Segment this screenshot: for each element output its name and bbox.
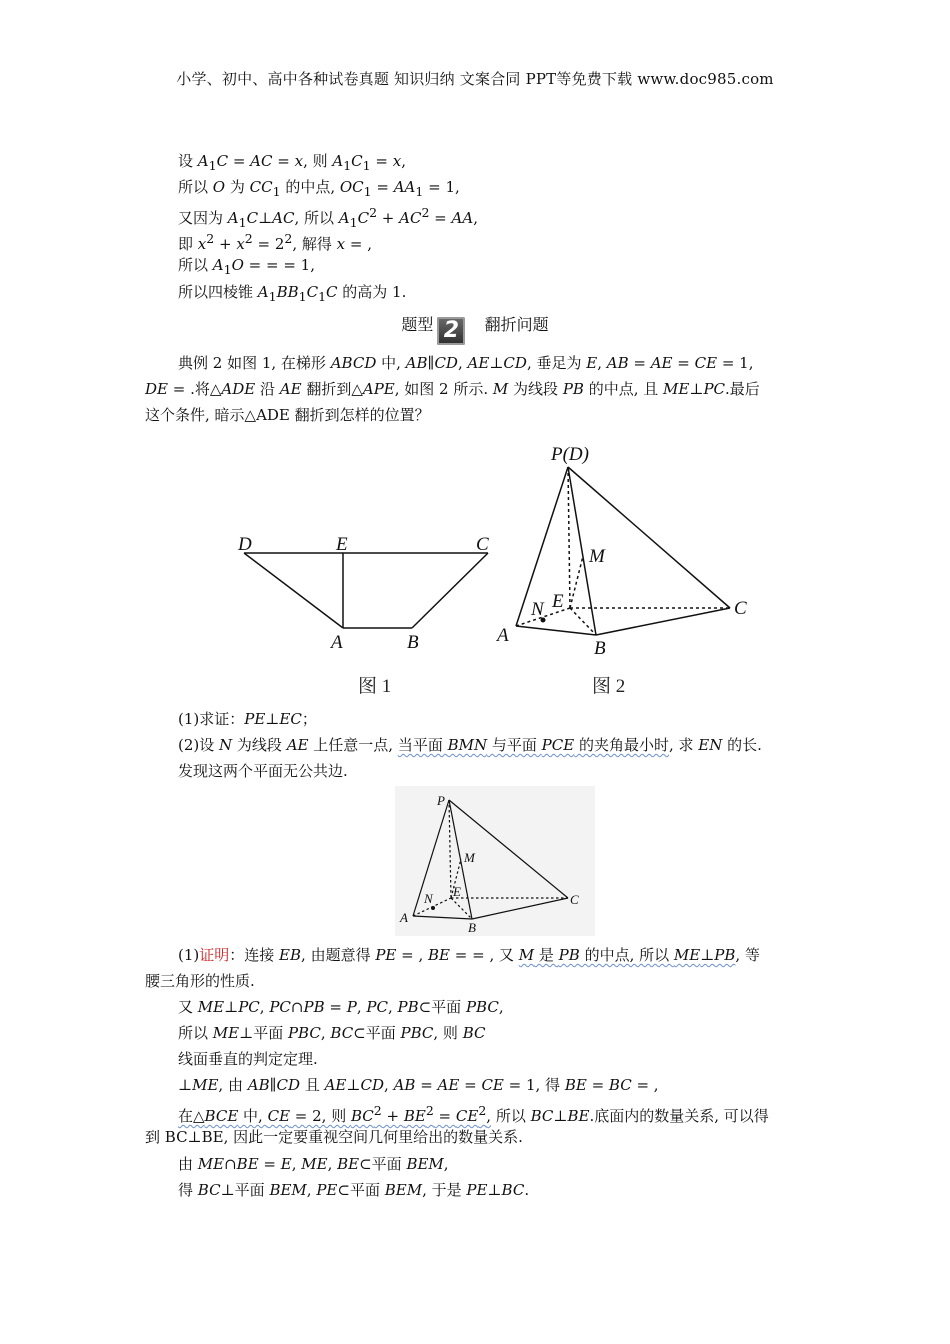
fig2-label: A xyxy=(497,625,509,646)
figures-1-2 xyxy=(0,430,950,705)
fig2-label: M xyxy=(589,546,605,567)
section-number-badge: 2 xyxy=(437,317,465,345)
text-line: 到 BC⊥BE, 因此一定要重视空间几何里给出的数量关系. xyxy=(145,1128,523,1146)
fig3-label: E xyxy=(453,884,461,899)
fig2-edge-bc xyxy=(596,608,730,635)
fig3-label: C xyxy=(570,892,579,907)
text-line: 又 ME⊥PC, PC∩PB = P, PC, PB⊂平面 PBC, xyxy=(178,998,504,1016)
fig1-edge-bc xyxy=(412,553,488,628)
figure-1 xyxy=(244,553,488,628)
text-line: (1)证明：连接 EB, 由题意得 PE = , BE = = , 又 M 是 PB 的中点, 所以 ME⊥PB, 等 xyxy=(178,946,760,964)
fig1-label: A xyxy=(331,632,343,653)
fig3-label: N xyxy=(424,891,433,906)
text-line: 所以 $A_1O$ = = = 1, xyxy=(178,256,315,277)
fig2-edge-em xyxy=(570,556,583,608)
fig2-edge-pe xyxy=(568,467,570,608)
fig3-label: A xyxy=(400,910,408,925)
text-line: (2)设 N 为线段 AE 上任意一点, 当平面 BMN 与平面 PCE 的夹角最小时, 求 EN 的长. xyxy=(178,736,762,754)
fig1-label: B xyxy=(407,632,419,653)
fig1-label: D xyxy=(238,534,252,555)
text-line: 典例 2 如图 1, 在梯形 ABCD 中, AB∥CD, AE⊥CD, 垂足为 E, AB = AE = CE = 1, xyxy=(178,354,754,372)
fig2-label: E xyxy=(552,591,564,612)
fig2-label: B xyxy=(594,638,606,659)
page-header: 小学、初中、高中各种试卷真题 知识归纳 文案合同 PPT等免费下载 www.doc985.com xyxy=(176,70,774,88)
text-line: 发现这两个平面无公共边. xyxy=(178,762,348,780)
fig2-label: P(D) xyxy=(551,444,589,465)
fig2-label: N xyxy=(531,599,544,620)
figure-2 xyxy=(516,467,730,635)
text-line: 所以 O 为 $CC_1$ 的中点, $OC_1 = AA_1 = 1$, xyxy=(178,178,460,199)
text-line: ⊥ME, 由 AB∥CD 且 AE⊥CD, AB = AE = CE = 1, 得 BE = BC = , xyxy=(178,1076,659,1094)
text-line: 由 ME∩BE = E, ME, BE⊂平面 BEM, xyxy=(178,1155,449,1173)
fig2-edge-ab xyxy=(516,626,596,635)
text-line: (1)求证：PE⊥EC； xyxy=(178,710,317,728)
text-line: DE = .将△ADE 沿 AE 翻折到△APE, 如图 2 所示. M 为线段 PB 的中点, 且 ME⊥PC.最后 xyxy=(145,380,760,398)
fig3-label: B xyxy=(468,920,476,935)
text-line: 所以 ME⊥平面 PBC, BC⊂平面 PBC, 则 BC xyxy=(178,1024,486,1042)
section-title: 翻折问题 xyxy=(484,315,549,334)
text-line: 这个条件, 暗示△ADE 翻折到怎样的位置？ xyxy=(145,406,430,424)
fig1-label: C xyxy=(476,534,489,555)
fig2-edge-pc xyxy=(568,467,730,608)
text-line: 腰三角形的性质. xyxy=(145,972,255,990)
text-line: 在△BCE 中, CE = 2, 则 $BC^2 + BE^2 = CE^2$, 所以 BC⊥BE.底面内的数量关系, 可以得 xyxy=(178,1103,769,1125)
text-line: 又因为 $A_1C\perp AC$, 所以 $A_1C^2 + AC^2$ = AA, xyxy=(178,205,478,230)
section-heading xyxy=(0,312,950,345)
fig1-label: E xyxy=(336,534,348,555)
section-prefix: 题型 xyxy=(401,315,434,334)
text-line: 所以四棱锥 $A_1BB_1C_1C$ 的高为 1. xyxy=(178,283,407,304)
fig2-label: C xyxy=(734,598,747,619)
figure-3 xyxy=(395,786,595,936)
fig1-caption: 图 1 xyxy=(358,676,392,697)
text-line: 即 $x^2 + x^2 = 2^2$, 解得 x = , xyxy=(178,231,372,253)
text-line: 得 BC⊥平面 BEM, PE⊂平面 BEM, 于是 PE⊥BC. xyxy=(178,1181,530,1199)
fig3-label: M xyxy=(464,850,475,865)
text-line: 线面垂直的判定定理. xyxy=(178,1050,318,1068)
fig1-edge-da xyxy=(244,553,343,628)
text-line: 设 $A_1C$ = AC = x, 则 $A_1C_1 = x$, xyxy=(178,152,406,173)
fig3-label: P xyxy=(437,793,445,808)
fig3-point-n xyxy=(431,906,435,910)
fig2-caption: 图 2 xyxy=(592,676,626,697)
